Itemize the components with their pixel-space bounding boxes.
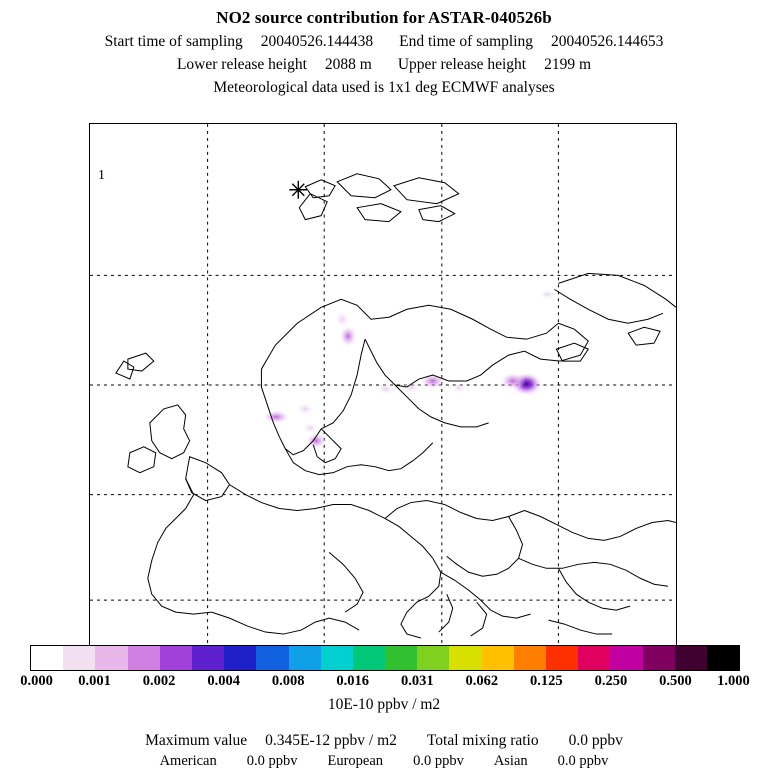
colorbar-tick-label: 0.031 [400, 673, 434, 689]
colorbar-segment [289, 646, 321, 670]
met-data-label: Meteorological data used is 1x1 deg ECMWF analyses [213, 79, 555, 96]
colorbar-unit-label: 10E-10 ppbv / m2 [327, 696, 441, 713]
colorbar-segment [321, 646, 353, 670]
colorbar-segment [128, 646, 160, 670]
colorbar-segment [578, 646, 610, 670]
american-label: American [159, 753, 217, 769]
colorbar-tick-label: 0.008 [271, 673, 305, 689]
colorbar-segment [417, 646, 449, 670]
coastline-layer [116, 174, 676, 638]
end-time-value: 20040526.144653 [551, 33, 664, 50]
max-value-value: 0.345E-12 ppbv / m2 [265, 732, 397, 749]
colorbar-segment [31, 646, 63, 670]
colorbar-tick-label: 0.062 [465, 673, 499, 689]
upper-release-height-value: 2199 m [544, 56, 592, 73]
total-mixing-ratio-label: Total mixing ratio [426, 732, 539, 749]
colorbar-tick-label: 0.001 [78, 673, 111, 689]
european-value: 0.0 ppbv [413, 753, 464, 769]
colorbar-ticklabels [20, 673, 750, 691]
colorbar [20, 645, 750, 689]
colorbar-segment [449, 646, 481, 670]
max-value-label: Maximum value [145, 732, 248, 749]
upper-release-height-label: Upper release height [397, 56, 527, 73]
page-title: NO2 source contribution for ASTAR-040526b [216, 8, 552, 27]
colorbar-segment [160, 646, 192, 670]
star-marker [289, 181, 307, 199]
colorbar-segment [707, 646, 739, 670]
colorbar-segment [256, 646, 288, 670]
colorbar-tick-label: 1.000 [717, 673, 750, 689]
colorbar-segment [610, 646, 642, 670]
colorbar-tick-label: 0.000 [20, 673, 53, 689]
colorbar-segment [643, 646, 675, 670]
map-canvas [90, 124, 676, 647]
colorbar-strip [30, 645, 740, 671]
footer [0, 730, 768, 770]
colorbar-segment [63, 646, 95, 670]
footer-row-regions [0, 753, 768, 770]
colorbar-segment [95, 646, 127, 670]
asian-value: 0.0 ppbv [557, 753, 609, 769]
footer-row-max [0, 732, 768, 750]
lower-release-height-value: 2088 m [324, 56, 372, 73]
colorbar-segment [192, 646, 224, 670]
colorbar-segment [482, 646, 514, 670]
colorbar-tick-label: 0.125 [530, 673, 563, 689]
colorbar-segment [385, 646, 417, 670]
colorbar-tick-label: 0.002 [142, 673, 176, 689]
map-corner-label: 1 [98, 168, 105, 183]
end-time-label: End time of sampling [399, 33, 534, 50]
release-height-row [0, 56, 768, 74]
colorbar-tick-label: 0.500 [659, 673, 692, 689]
colorbar-segment [675, 646, 707, 670]
start-time-label: Start time of sampling [104, 33, 243, 50]
plume-layer [262, 289, 556, 448]
european-label: European [327, 753, 384, 769]
colorbar-segment [353, 646, 385, 670]
colorbar-segment [546, 646, 578, 670]
sampling-time-row [0, 33, 768, 51]
colorbar-segment [514, 646, 546, 670]
lower-release-height-label: Lower release height [176, 56, 307, 73]
colorbar-segment [224, 646, 256, 670]
colorbar-tick-label: 0.250 [594, 673, 628, 689]
start-time-value: 20040526.144438 [260, 33, 374, 50]
total-mixing-ratio-value: 0.0 ppbv [568, 732, 623, 749]
colorbar-tick-label: 0.004 [207, 673, 240, 689]
met-data-row [0, 79, 768, 97]
asian-label: Asian [493, 753, 528, 769]
map-panel[interactable] [89, 123, 677, 648]
american-value: 0.0 ppbv [246, 753, 298, 769]
colorbar-tick-label: 0.016 [336, 673, 370, 689]
